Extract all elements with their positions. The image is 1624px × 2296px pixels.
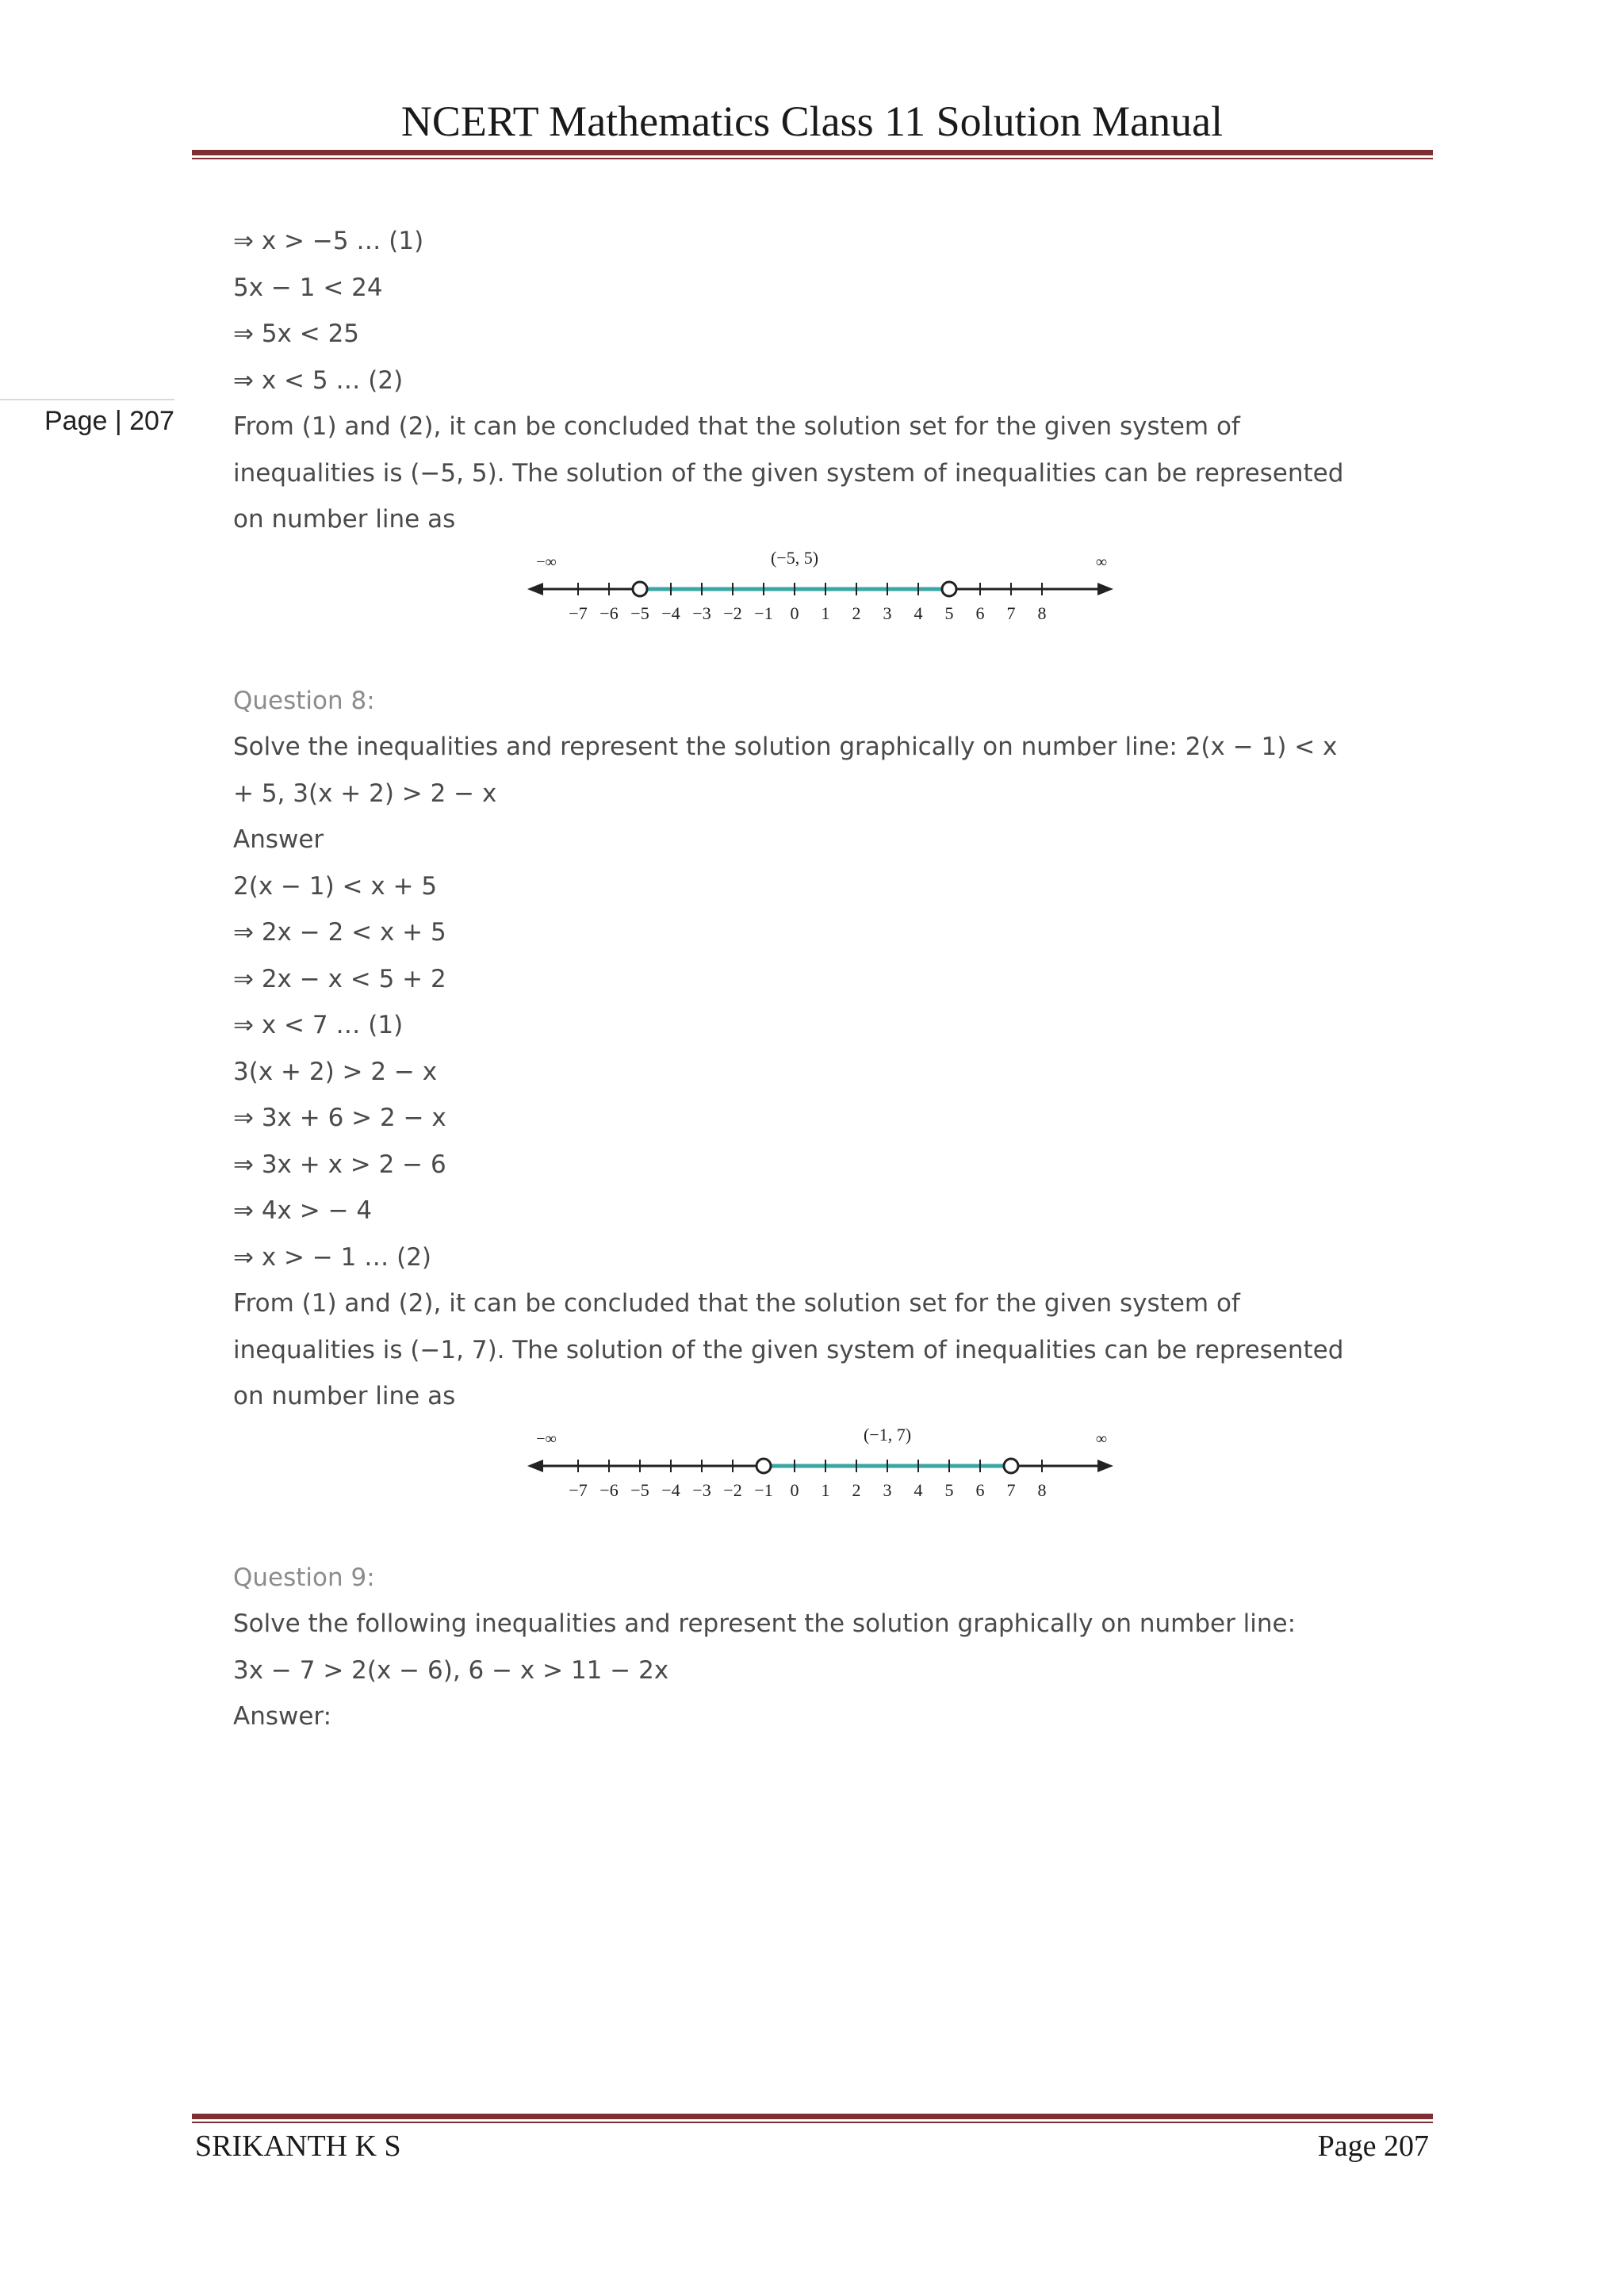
footer-page-number: Page 207	[1317, 2130, 1429, 2163]
math-line: ⇒ 5x < 25	[233, 320, 360, 348]
interval-label: (−1, 7)	[863, 1424, 912, 1445]
math-line: ⇒ x < 7 … (1)	[233, 1011, 404, 1039]
tick-label: 5	[944, 603, 954, 623]
side-divider	[0, 399, 174, 400]
tick-label: 7	[1006, 603, 1016, 623]
question-9-title: Question 9:	[233, 1563, 375, 1592]
tick-label: 0	[790, 1479, 799, 1500]
tick-label: 0	[790, 603, 799, 623]
page-header-title: NCERT Mathematics Class 11 Solution Manual	[400, 98, 1224, 145]
number-line-2	[233, 1420, 1415, 1515]
tick-label: 5	[944, 1479, 954, 1500]
open-endpoint	[633, 582, 647, 596]
tick-label: −1	[754, 1479, 773, 1500]
math-line: ⇒ 3x + 6 > 2 − x	[233, 1104, 446, 1132]
page-content	[233, 218, 1415, 1740]
tick-label: −3	[692, 1479, 711, 1500]
text-line: inequalities is (−1, 7). The solution of the given system of inequalities can be represented	[233, 1335, 1344, 1364]
tick-label: 3	[883, 1479, 892, 1500]
tick-label: −7	[569, 1479, 588, 1500]
tick-label: −2	[723, 1479, 742, 1500]
math-line: 5x − 1 < 24	[233, 273, 383, 302]
footer-author: SRIKANTH K S	[195, 2130, 401, 2163]
neg-infinity-label: −∞	[536, 553, 557, 571]
right-arrow-icon	[1097, 1460, 1113, 1472]
tick-label: −6	[599, 603, 619, 623]
tick-label: 6	[975, 603, 985, 623]
open-endpoint	[942, 582, 956, 596]
right-arrow-icon	[1097, 583, 1113, 595]
pos-infinity-label: ∞	[1095, 1429, 1108, 1448]
tick-label: −5	[630, 603, 649, 623]
open-endpoint	[756, 1459, 771, 1473]
side-page-number: Page | 207	[44, 406, 174, 436]
math-line: ⇒ x < 5 … (2)	[233, 365, 404, 395]
math-line: ⇒ 2x − x < 5 + 2	[233, 964, 446, 993]
tick-label: 1	[821, 603, 830, 623]
tick-label: −4	[661, 603, 680, 623]
tick-label: −3	[692, 603, 711, 623]
answer-label: Answer:	[233, 1702, 332, 1731]
question-9-prompt: 3x − 7 > 2(x − 6), 6 − x > 11 − 2x	[233, 1655, 669, 1685]
question-8-prompt: Solve the inequalities and represent the solution graphically on number line: 2(x − 1) < x	[233, 733, 1338, 761]
tick-label: 1	[821, 1479, 830, 1500]
tick-label: −5	[630, 1479, 649, 1500]
tick-label: −2	[723, 603, 742, 623]
text-line: on number line as	[233, 1382, 456, 1410]
answer-label: Answer	[233, 825, 324, 854]
tick-label: 8	[1037, 1479, 1047, 1500]
math-line: ⇒ 2x − 2 < x + 5	[233, 918, 446, 947]
tick-label: 2	[852, 603, 861, 623]
pos-infinity-label: ∞	[1095, 553, 1108, 571]
tick-label: 4	[914, 603, 923, 623]
tick-label: 8	[1037, 603, 1047, 623]
tick-label: −4	[661, 1479, 680, 1500]
tick-label: 2	[852, 1479, 861, 1500]
text-line: inequalities is (−5, 5). The solution of the given system of inequalities can be represented	[233, 458, 1344, 488]
math-line: ⇒ 4x > − 4	[233, 1196, 373, 1225]
tick-label: 4	[914, 1479, 923, 1500]
tick-label: −7	[569, 603, 588, 623]
math-line: ⇒ 3x + x > 2 − 6	[233, 1150, 446, 1179]
text-line: on number line as	[233, 505, 456, 534]
text-line: From (1) and (2), it can be concluded that the solution set for the given system of	[233, 1289, 1240, 1318]
tick-label: 7	[1006, 1479, 1016, 1500]
tick-label: 6	[975, 1479, 985, 1500]
footer-rule	[192, 2114, 1433, 2123]
math-line: ⇒ x > − 1 … (2)	[233, 1242, 432, 1272]
question-8-prompt: + 5, 3(x + 2) > 2 − x	[233, 779, 497, 808]
math-line: 3(x + 2) > 2 − x	[233, 1057, 438, 1086]
number-line-1-figure	[523, 543, 1125, 638]
left-arrow-icon	[527, 1460, 543, 1472]
header-rule	[192, 150, 1433, 159]
question-8-title: Question 8:	[233, 686, 375, 715]
left-arrow-icon	[527, 583, 543, 595]
tick-label: 3	[883, 603, 892, 623]
tick-label: −6	[599, 1479, 619, 1500]
text-line: From (1) and (2), it can be concluded that the solution set for the given system of	[233, 412, 1240, 441]
question-9-prompt: Solve the following inequalities and represent the solution graphically on number line:	[233, 1609, 1297, 1638]
number-line-1	[233, 543, 1415, 638]
neg-infinity-label: −∞	[536, 1429, 557, 1448]
math-line: 2(x − 1) < x + 5	[233, 871, 438, 901]
interval-label: (−5, 5)	[770, 547, 819, 568]
tick-label: −1	[754, 603, 773, 623]
open-endpoint	[1004, 1459, 1018, 1473]
number-line-2-figure	[523, 1420, 1125, 1515]
math-line: ⇒ x > −5 … (1)	[233, 227, 424, 255]
